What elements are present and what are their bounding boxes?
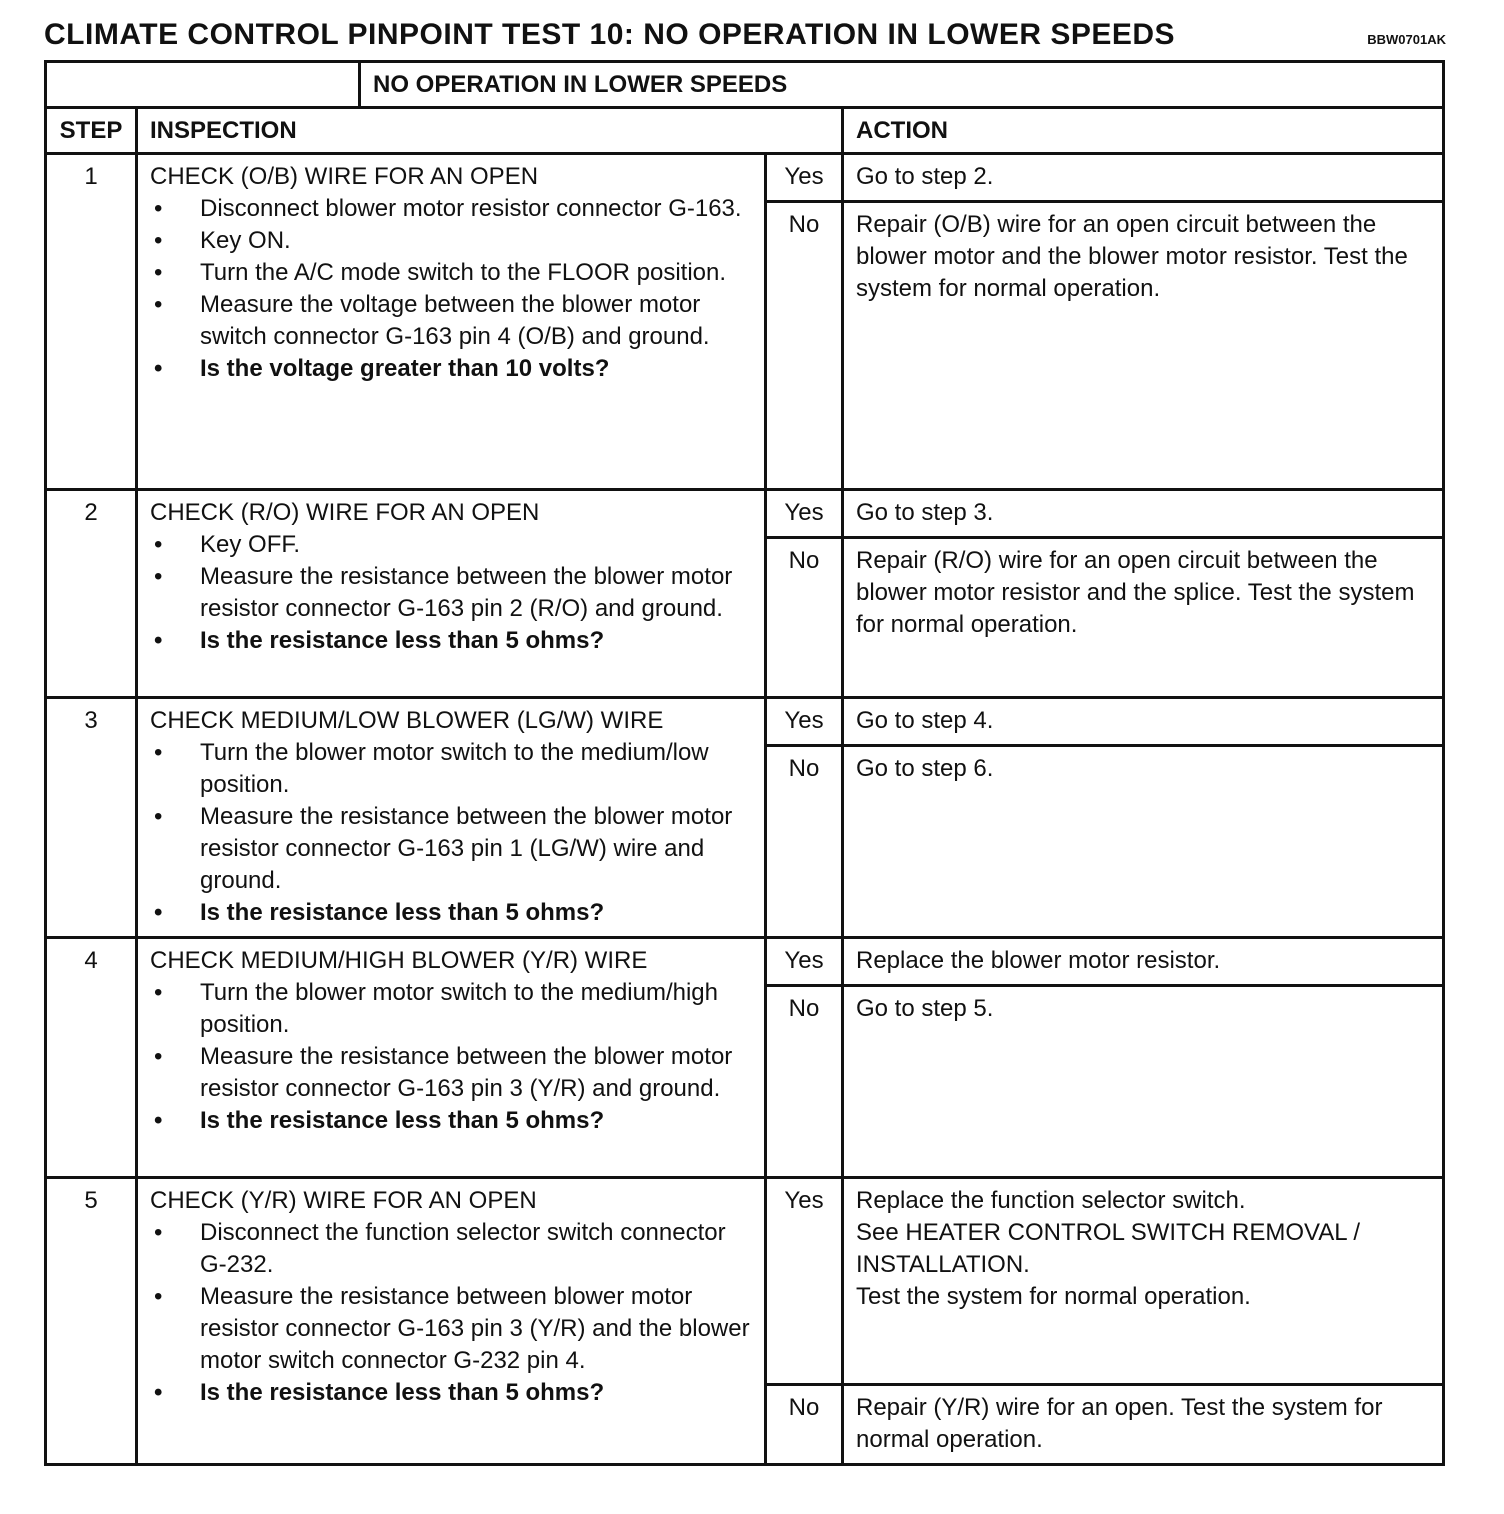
table-row <box>46 938 1444 986</box>
inspection-question: • Is the resistance less than 5 ohms? <box>150 625 752 657</box>
list-item: • Measure the resistance between the blower motor resistor connector G-163 pin 2 (R/O) and ground. <box>150 561 752 625</box>
list-item: • Disconnect the function selector switch connector G-232. <box>150 1217 752 1281</box>
inspection-cell <box>137 154 766 490</box>
step-number: 3 <box>46 698 137 938</box>
check-title: CHECK MEDIUM/HIGH BLOWER (Y/R) WIRE <box>150 947 648 974</box>
table-row <box>46 698 1444 746</box>
list-item: • Measure the resistance between the blower motor resistor connector G-163 pin 1 (LG/W) wire and ground. <box>150 801 752 897</box>
caption-row <box>46 62 1444 108</box>
check-title: CHECK (R/O) WIRE FOR AN OPEN <box>150 499 540 526</box>
inspection-list <box>150 1217 752 1409</box>
inspection-cell <box>137 1178 766 1465</box>
step-number: 2 <box>46 490 137 698</box>
check-title: CHECK (O/B) WIRE FOR AN OPEN <box>150 163 539 190</box>
yes-action: Go to step 2. <box>843 154 1444 202</box>
step-number: 4 <box>46 938 137 1178</box>
no-action: Go to step 5. <box>843 986 1444 1178</box>
list-item: • Measure the resistance between the blower motor resistor connector G-163 pin 3 (Y/R) and ground. <box>150 1041 752 1105</box>
list-item: • Turn the blower motor switch to the medium/low position. <box>150 737 752 801</box>
figure-code: BBW0701AK <box>1367 32 1446 47</box>
table-row <box>46 154 1444 202</box>
step-number: 1 <box>46 154 137 490</box>
yes-label: Yes <box>766 698 843 746</box>
inspection-cell <box>137 698 766 938</box>
caption-blank-cell <box>46 62 360 108</box>
no-action: Repair (R/O) wire for an open circuit between the blower motor resistor and the splice. Test the system for normal operation. <box>843 538 1444 698</box>
yes-action <box>843 1178 1444 1385</box>
check-title: CHECK (Y/R) WIRE FOR AN OPEN <box>150 1187 537 1214</box>
yes-label: Yes <box>766 154 843 202</box>
yes-action: Go to step 3. <box>843 490 1444 538</box>
inspection-list <box>150 977 752 1137</box>
yes-action-line: See HEATER CONTROL SWITCH REMOVAL / INSTALLATION. <box>856 1219 1361 1278</box>
page-title: CLIMATE CONTROL PINPOINT TEST 10: NO OPERATION IN LOWER SPEEDS <box>44 18 1176 51</box>
inspection-list <box>150 193 752 385</box>
header-row <box>46 108 1444 154</box>
no-action: Repair (O/B) wire for an open circuit between the blower motor and the blower motor resistor. Test the system for normal operation. <box>843 202 1444 490</box>
inspection-question: • Is the resistance less than 5 ohms? <box>150 1377 752 1409</box>
no-action: Repair (Y/R) wire for an open. Test the system for normal operation. <box>843 1385 1444 1465</box>
table-caption: NO OPERATION IN LOWER SPEEDS <box>360 62 1444 108</box>
no-label: No <box>766 202 843 490</box>
yes-action: Replace the blower motor resistor. <box>843 938 1444 986</box>
yes-action: Go to step 4. <box>843 698 1444 746</box>
header-inspection: INSPECTION <box>137 108 843 154</box>
no-action: Go to step 6. <box>843 746 1444 938</box>
no-label: No <box>766 1385 843 1465</box>
yes-label: Yes <box>766 490 843 538</box>
list-item: • Turn the A/C mode switch to the FLOOR position. <box>150 257 752 289</box>
list-item: • Measure the resistance between blower motor resistor connector G-163 pin 3 (Y/R) and the blower motor switch connector G-232 pin 4. <box>150 1281 752 1377</box>
pinpoint-test-table <box>44 60 1445 1466</box>
inspection-list <box>150 529 752 657</box>
no-label: No <box>766 746 843 938</box>
header-step: STEP <box>46 108 137 154</box>
list-item: • Key ON. <box>150 225 752 257</box>
inspection-question: • Is the resistance less than 5 ohms? <box>150 897 752 929</box>
yes-action-line: Replace the function selector switch. <box>856 1187 1246 1214</box>
no-label: No <box>766 538 843 698</box>
yes-action-line: Test the system for normal operation. <box>856 1283 1251 1310</box>
list-item: • Key OFF. <box>150 529 752 561</box>
step-number: 5 <box>46 1178 137 1465</box>
table-row <box>46 1178 1444 1385</box>
yes-label: Yes <box>766 1178 843 1385</box>
header-action: ACTION <box>843 108 1444 154</box>
list-item: • Disconnect blower motor resistor connector G-163. <box>150 193 752 225</box>
inspection-question: • Is the voltage greater than 10 volts? <box>150 353 752 385</box>
inspection-cell <box>137 938 766 1178</box>
inspection-question: • Is the resistance less than 5 ohms? <box>150 1105 752 1137</box>
no-label: No <box>766 986 843 1178</box>
inspection-cell <box>137 490 766 698</box>
list-item: • Measure the voltage between the blower motor switch connector G-163 pin 4 (O/B) and ground. <box>150 289 752 353</box>
inspection-list <box>150 737 752 929</box>
table-row <box>46 490 1444 538</box>
yes-label: Yes <box>766 938 843 986</box>
check-title: CHECK MEDIUM/LOW BLOWER (LG/W) WIRE <box>150 707 664 734</box>
list-item: • Turn the blower motor switch to the medium/high position. <box>150 977 752 1041</box>
